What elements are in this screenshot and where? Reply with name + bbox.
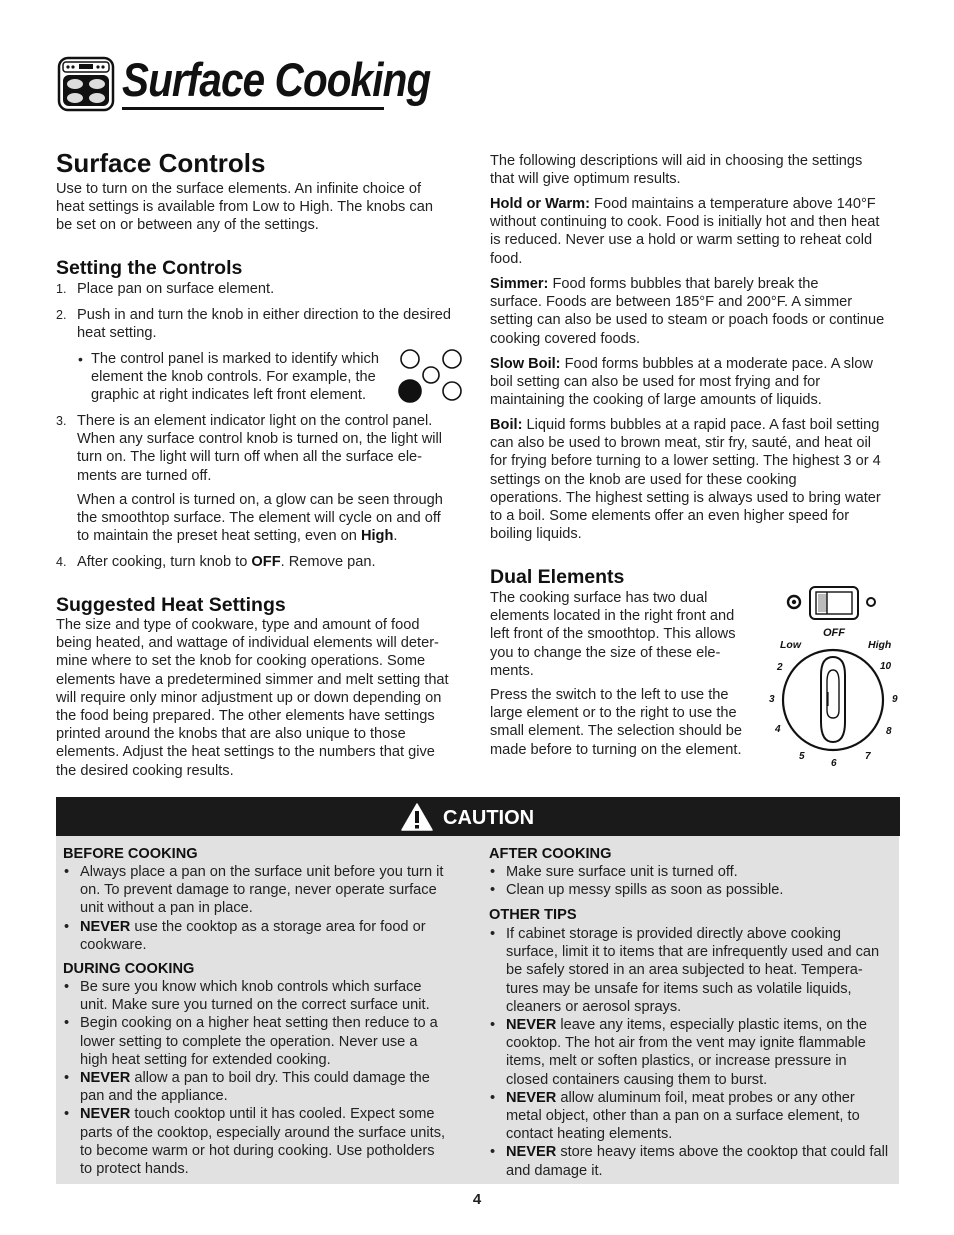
knob-number-6: 6 [831, 758, 837, 769]
page-title: Surface Cooking [122, 53, 431, 106]
simmer-description: Simmer: Food forms bubbles that barely break the surface. Foods are between 185°F and 200°F. A simmer setting can also be used to steam or poach foods or continue cooking covered foods. [490, 276, 885, 347]
knob-number-9: 9 [892, 694, 898, 705]
before-cooking-list [63, 863, 463, 954]
knob-number-7: 7 [865, 751, 871, 762]
after-cooking-list [489, 863, 894, 899]
after-cooking-heading: AFTER COOKING [489, 846, 612, 862]
suggested-heat-text: The size and type of cookware, type and amount of food being heated, and wattage of individual elements will deter- mine where to set the knob for cooking operations. Some elements have a predetermined simmer and melt setting that will require only minor adjustment up or down depending on the food being prepared. The other elements have settings printed around the knobs that are also unique to those elements. Adjust the heat settings to the numbers that give the desired cooking results. [56, 617, 449, 779]
knob-number-10: 10 [880, 661, 892, 672]
hold-warm-description: Hold or Warm: Food maintains a temperature above 140°F without continuing to cook. Food is initially hot and then heat is reduced. Never use a hold or warm setting to reheat cold food. [490, 196, 880, 267]
descriptions-intro: The following descriptions will aid in choosing the settings that will give optimum results. [490, 153, 863, 188]
knob-number-2: 2 [777, 662, 783, 673]
knob-number-4: 4 [775, 724, 781, 735]
list-item: • NEVER allow a pan to boil dry. This could damage the pan and the appliance. [63, 1069, 463, 1105]
surface-controls-intro: Use to turn on the surface elements. An infinite choice of heat settings is available from Low to High. The knobs can be set on or between any of the settings. [56, 181, 433, 234]
cooktop-icon [57, 56, 115, 112]
list-item: • NEVER allow aluminum foil, meat probes or any other metal object, other than a pan on a surface element, to contact heating elements. [489, 1089, 894, 1144]
list-item: • NEVER use the cooktop as a storage area for food or cookware. [63, 918, 463, 954]
boil-description: Boil: Liquid forms bubbles at a rapid pace. A fast boil setting can also be used to brown meat, stir fry, sauté, and heat oil for frying before turning to a lower setting. The highest 3 or 4 settings on the knob are used for these cooking operations. The highest setting is always used to bring water to a boil. Some elements offer an even higher speed for boiling liquids. [490, 417, 881, 543]
list-item: • NEVER leave any items, especially plastic items, on the cooktop. The hot air from the vent may ignite flammable items, melt or soften plastics, or increase pressure in closed containers causing them to burst. [489, 1016, 894, 1089]
knob-number-3: 3 [769, 694, 775, 705]
knob-off-label: OFF [823, 627, 845, 639]
other-tips-list [489, 925, 894, 1180]
list-item: • Make sure surface unit is turned off. [489, 863, 894, 881]
element-indicator-graphic [396, 348, 464, 404]
caution-title: CAUTION [443, 807, 535, 829]
large-element-light-icon [788, 596, 800, 608]
during-cooking-list [63, 978, 463, 1178]
before-cooking-heading: BEFORE COOKING [63, 846, 198, 862]
dual-knob-illustration [766, 582, 906, 772]
list-item: • If cabinet storage is provided directly above cooking surface, limit it to items that are infrequently used and can be safely stored in an area subjected to heat. Tempera- tures may be unsafe for items such as volatile liquids, cleaners or aerosol sprays. [489, 925, 894, 1016]
title-underline [122, 107, 384, 110]
list-item: • NEVER touch cooktop until it has cooled. Expect some parts of the cooktop, especially around the surface units, to become warm or hot during cooking. Use potholders to protect hands. [63, 1105, 463, 1178]
dual-elements-heading: Dual Elements [490, 566, 625, 588]
suggested-heat-heading: Suggested Heat Settings [56, 594, 286, 616]
dual-elements-switch-text: Press the switch to the left to use the large element or to the right to use the small element. The selection should be made before to turning on the element. [490, 687, 743, 758]
list-item: • Clean up messy spills as soon as possible. [489, 881, 894, 899]
surface-controls-heading: Surface Controls [56, 148, 266, 178]
small-element-light-icon [867, 598, 875, 606]
warning-triangle-icon [400, 802, 434, 832]
list-item: • Begin cooking on a higher heat setting then reduce to a lower setting to complete the operation. Never use a high heat setting for extended cooking. [63, 1014, 463, 1069]
during-cooking-heading: DURING COOKING [63, 961, 195, 977]
knob-high-label: High [868, 639, 892, 651]
dual-elements-text: The cooking surface has two dual elements located in the right front and left front of the smoothtop. This allows you to change the size of these ele- ments. [490, 590, 736, 679]
knob-number-5: 5 [799, 751, 805, 762]
knob-number-8: 8 [886, 726, 892, 737]
other-tips-heading: OTHER TIPS [489, 907, 577, 923]
list-item: • Always place a pan on the surface unit before you turn it on. To prevent damage to range, never operate surface unit without a pan in place. [63, 863, 463, 918]
list-item: • NEVER store heavy items above the cooktop that could fall and damage it. [489, 1143, 894, 1179]
page-number: 4 [472, 1191, 482, 1208]
list-item: • Be sure you know which knob controls which surface unit. Make sure you turned on the correct surface unit. [63, 978, 463, 1014]
slow-boil-description: Slow Boil: Food forms bubbles at a moderate pace. A slow boil setting can also be used for most frying and for maintaining the cooking of large amounts of liquids. [490, 356, 873, 409]
knob-low-label: Low [780, 639, 801, 651]
setting-controls-heading: Setting the Controls [56, 257, 243, 279]
